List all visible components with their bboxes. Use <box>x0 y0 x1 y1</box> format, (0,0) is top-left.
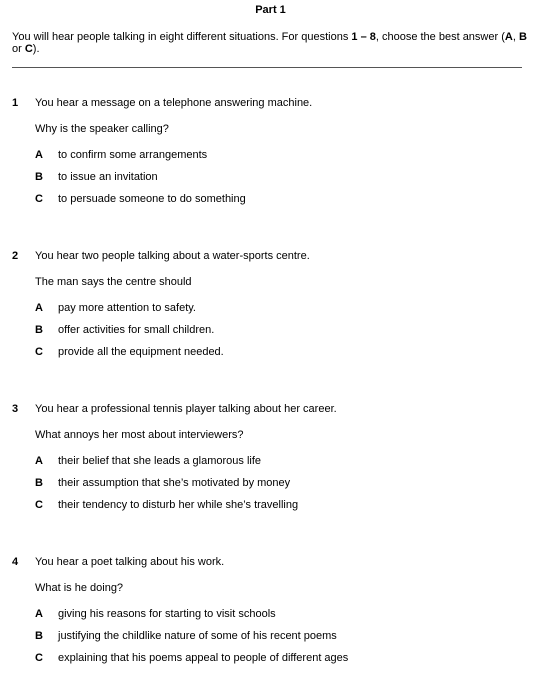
instructions-segment: 1 – 8 <box>351 31 376 43</box>
option-text: their assumption that she’s motivated by money <box>58 477 291 489</box>
question-prompt: Why is the speaker calling? <box>35 123 169 135</box>
option-text: to confirm some arrangements <box>58 149 208 161</box>
question-prompt: The man says the centre should <box>35 276 192 288</box>
question-context: You hear a message on a telephone answering machine. <box>35 97 313 109</box>
question-context: You hear two people talking about a water-sports centre. <box>35 250 310 262</box>
option-text: pay more attention to safety. <box>58 302 196 314</box>
instructions-segment: C <box>24 43 33 55</box>
option-text: their tendency to disturb her while she’s travelling <box>58 499 299 511</box>
part-title: Part 1 <box>255 4 286 16</box>
option-text: justifying the childlike nature of some of his recent poems <box>58 630 337 642</box>
question-number: 4 <box>12 556 19 568</box>
option-letter: A <box>35 149 43 161</box>
instructions-segment: You will hear people talking in eight different situations. For questions <box>12 31 352 43</box>
option-letter: A <box>35 455 43 467</box>
option-text: provide all the equipment needed. <box>58 346 224 358</box>
option-letter: C <box>35 652 43 664</box>
instructions-segment: B <box>518 31 527 43</box>
option-letter: C <box>35 499 43 511</box>
option-letter: C <box>35 193 43 205</box>
question-number: 2 <box>12 250 19 262</box>
question-prompt: What annoys her most about interviewers? <box>35 429 244 441</box>
option-letter: A <box>35 302 43 314</box>
option-letter: B <box>35 477 43 489</box>
option-letter: B <box>35 171 43 183</box>
question-number: 1 <box>12 97 19 109</box>
question-context: You hear a professional tennis player talking about her career. <box>35 403 337 415</box>
instructions-segment: , choose the best answer ( <box>375 31 505 43</box>
option-letter: C <box>35 346 43 358</box>
option-text: to issue an invitation <box>58 171 158 183</box>
option-text: their belief that she leads a glamorous life <box>58 455 262 467</box>
instructions-segment: , <box>512 31 519 43</box>
question-number: 3 <box>12 403 19 415</box>
option-text: giving his reasons for starting to visit schools <box>58 608 276 620</box>
question-context: You hear a poet talking about his work. <box>35 556 225 568</box>
option-text: to persuade someone to do something <box>58 193 246 205</box>
instructions-segment: or <box>12 43 25 55</box>
divider <box>12 67 522 68</box>
option-text: explaining that his poems appeal to people of different ages <box>58 652 349 664</box>
instructions-segment: A <box>504 31 513 43</box>
instructions-segment: ). <box>32 43 40 55</box>
option-letter: B <box>35 324 43 336</box>
option-letter: A <box>35 608 43 620</box>
option-letter: B <box>35 630 43 642</box>
option-text: offer activities for small children. <box>58 324 215 336</box>
instructions <box>12 31 532 55</box>
question-prompt: What is he doing? <box>35 582 124 594</box>
